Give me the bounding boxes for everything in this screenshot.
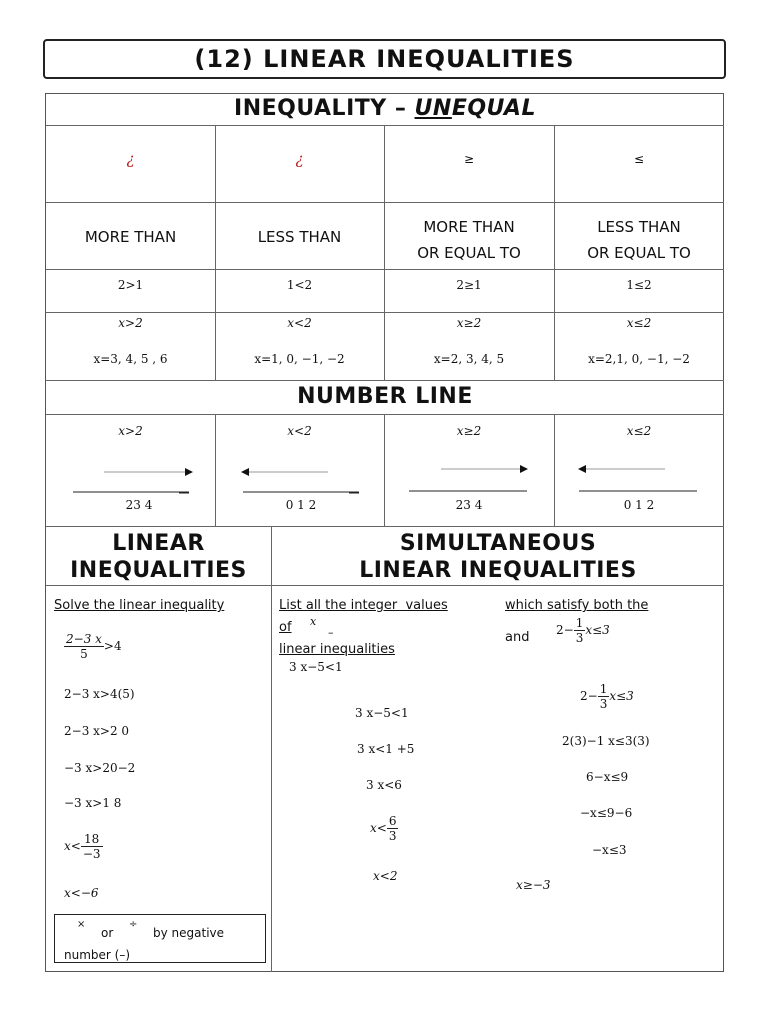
nl-ticks-greater-equal: 23 4 [455,498,483,512]
meaning-line2: OR EQUAL TO [587,244,691,262]
symbol-greater: ¿ [126,150,135,168]
expr-post: x≤3 [585,623,610,637]
linear-step: −3 x>1 8 [64,796,122,810]
example-greater: 2>1 [117,278,144,292]
simul-question-dash: – [328,626,334,639]
fraction-numerator: 1 [599,682,608,696]
var-values-less: x=1, 0, −1, −2 [254,352,345,366]
multiply-icon: × [77,919,86,930]
var-values-greater: x=3, 4, 5 , 6 [93,352,168,366]
note-by-negative: by negative [153,926,225,940]
unequal-rest: EQUAL [451,96,536,121]
fraction-denominator: 3 [599,697,608,711]
nl-ticks-greater: 23 4 [125,498,153,512]
nl-ineq-greater-equal: x≥2 [456,424,482,438]
linear-step-fraction-2 [64,832,103,861]
linear-step-fraction [64,632,122,661]
symbol-less-equal: ≤ [633,152,645,166]
nl-ineq-less: x<2 [287,424,312,438]
divide-icon: ÷ [129,919,138,930]
var-values-greater-equal: x=2, 3, 4, 5 [433,352,505,366]
meaning-line1: LESS THAN [597,218,681,236]
fraction-numerator: 1 [575,616,584,630]
meaning-less-equal [554,214,724,266]
simul-question-part2: which satisfy both the [505,598,649,613]
divider [46,380,724,381]
simul-left-step: 3 x−5<1 [355,706,409,720]
divider [46,202,724,203]
expr-pre: 2− [580,689,598,703]
simul-question-part3: linear inequalities [279,642,395,657]
negative-rule-note [54,914,266,963]
fraction-lhs: x< [370,821,387,835]
simultaneous-heading-line2: LINEAR INEQUALITIES [359,558,637,583]
simul-question-and: and [505,630,530,645]
linear-result: x<−6 [64,886,99,900]
divider [46,125,724,126]
meaning-line2: OR EQUAL TO [417,244,521,262]
var-ineq-less-equal: x≤2 [626,316,652,330]
simultaneous-heading [272,530,724,584]
fraction-lhs: x< [64,839,81,853]
linear-step: 2−3 x>4(5) [64,687,135,701]
divider [46,526,724,527]
var-ineq-greater-equal: x≥2 [456,316,482,330]
inequality-heading-prefix: INEQUALITY – [234,96,415,121]
example-less-equal: 1≤2 [626,278,652,292]
simul-question-part1: List all the integer values [279,598,448,613]
meaning-more-than: MORE THAN [84,228,177,246]
page-title-box [43,39,726,79]
simultaneous-heading-line1: SIMULTANEOUS [399,531,597,556]
simul-inequality-1: 3 x−5<1 [289,660,343,674]
expr-post: x≤3 [609,689,634,703]
simul-question-of: of [279,620,292,635]
var-ineq-less: x<2 [287,316,312,330]
simul-left-fraction [370,814,398,843]
simul-left-step: 3 x<1 +5 [357,742,415,756]
linear-heading [46,530,271,584]
meaning-less-than: LESS THAN [257,228,342,246]
simul-question-x: x [310,615,317,628]
fraction-numerator: 18 [81,832,103,847]
var-ineq-greater: x>2 [118,316,143,330]
fraction-denominator: 3 [388,829,397,843]
fraction-denominator: −3 [82,847,101,861]
fraction-denominator: 5 [80,647,88,661]
simul-right-step: −x≤3 [592,843,627,857]
symbol-less: ¿ [295,150,304,168]
inequality-heading [46,96,724,121]
nl-ineq-greater: x>2 [118,424,143,438]
simul-inequality-2 [556,616,610,645]
expr-pre: 2− [556,623,574,637]
nl-ticks-less: 0 1 2 [285,498,317,512]
fraction-rhs: >4 [103,639,122,653]
nl-ineq-less-equal: x≤2 [626,424,652,438]
var-values-less-equal: x=2,1, 0, −1, −2 [588,352,690,366]
divider [271,526,272,972]
number-line-heading: NUMBER LINE [297,384,473,409]
simul-right-step: −x≤9−6 [580,806,633,820]
note-or: or [101,926,114,940]
symbol-greater-equal: ≥ [463,152,475,166]
page-title: (12) LINEAR INEQUALITIES [194,45,575,73]
simul-right-first [580,682,634,711]
simul-left-step: 3 x<6 [366,778,402,792]
fraction-numerator: 2−3 x [66,632,102,646]
linear-step: −3 x>20−2 [64,761,136,775]
divider [46,585,724,586]
simul-right-step: 2(3)−1 x≤3(3) [562,734,650,748]
example-greater-equal: 2≥1 [456,278,482,292]
divider [46,312,724,313]
fraction-numerator: 6 [388,814,397,828]
linear-heading-line2: INEQUALITIES [70,558,247,583]
nl-ticks-less-equal: 0 1 2 [623,498,655,512]
note-number: number (–) [64,948,131,962]
divider [46,269,724,270]
linear-instruction: Solve the linear inequality [54,598,225,613]
linear-heading-line1: LINEAR [112,531,205,556]
simul-left-result: x<2 [373,869,398,883]
meaning-line1: MORE THAN [423,218,515,236]
simul-right-step: 6−x≤9 [586,770,629,784]
divider [46,414,724,415]
number-lines-graphic [46,455,724,500]
linear-step: 2−3 x>2 0 [64,724,130,738]
unequal-underlined: UN [414,96,452,121]
simul-right-result: x≥−3 [516,878,551,892]
meaning-more-equal [384,214,554,266]
fraction-denominator: 3 [575,631,584,645]
example-less: 1<2 [286,278,313,292]
